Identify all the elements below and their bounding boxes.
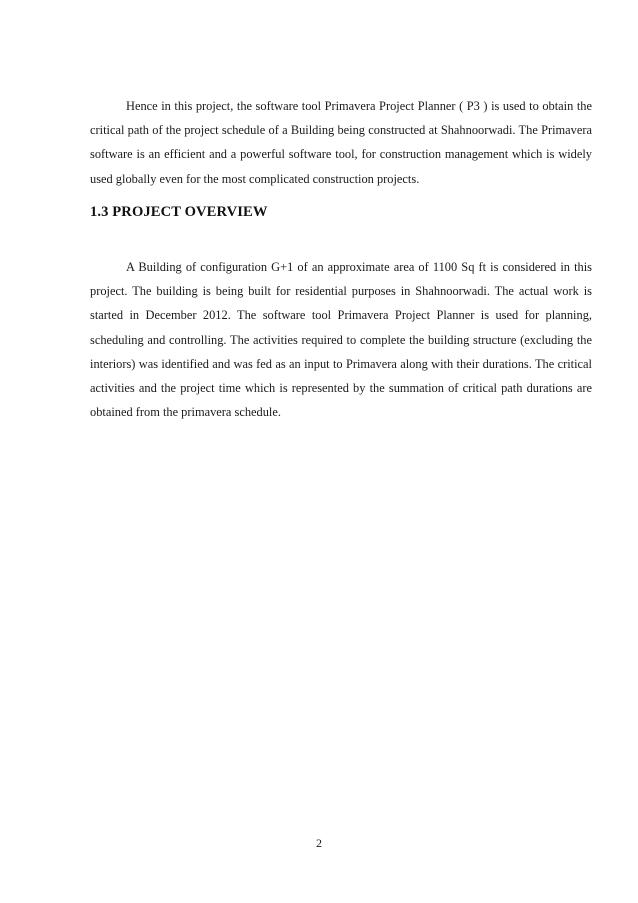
project-overview-paragraph: A Building of configuration G+1 of an approximate area of 1100 Sq ft is considered in this project. The building is being built for residential purposes in Shahnoorwadi. The actual work is started in December 2012. The software tool Primavera Project Planner is used for planning, scheduling and controlling. The activities required to complete the building structure (excluding the interiors) was identified and was fed as an input to Primavera along with their durations. The critical activities and the project time which is represented by the summation of critical path durations are obtained from the primavera schedule.	[90, 260, 592, 420]
section-heading-project-overview: 1.3 PROJECT OVERVIEW	[90, 204, 268, 220]
intro-paragraph: Hence in this project, the software tool Primavera Project Planner ( P3 ) is used to obtain the critical path of the project schedule of a Building being constructed at Shahnoorwadi. The Primavera software is an efficient and a powerful software tool, for construction management which is widely used globally even for the most complicated construction projects.	[90, 99, 592, 186]
page-number: 2	[316, 836, 322, 850]
